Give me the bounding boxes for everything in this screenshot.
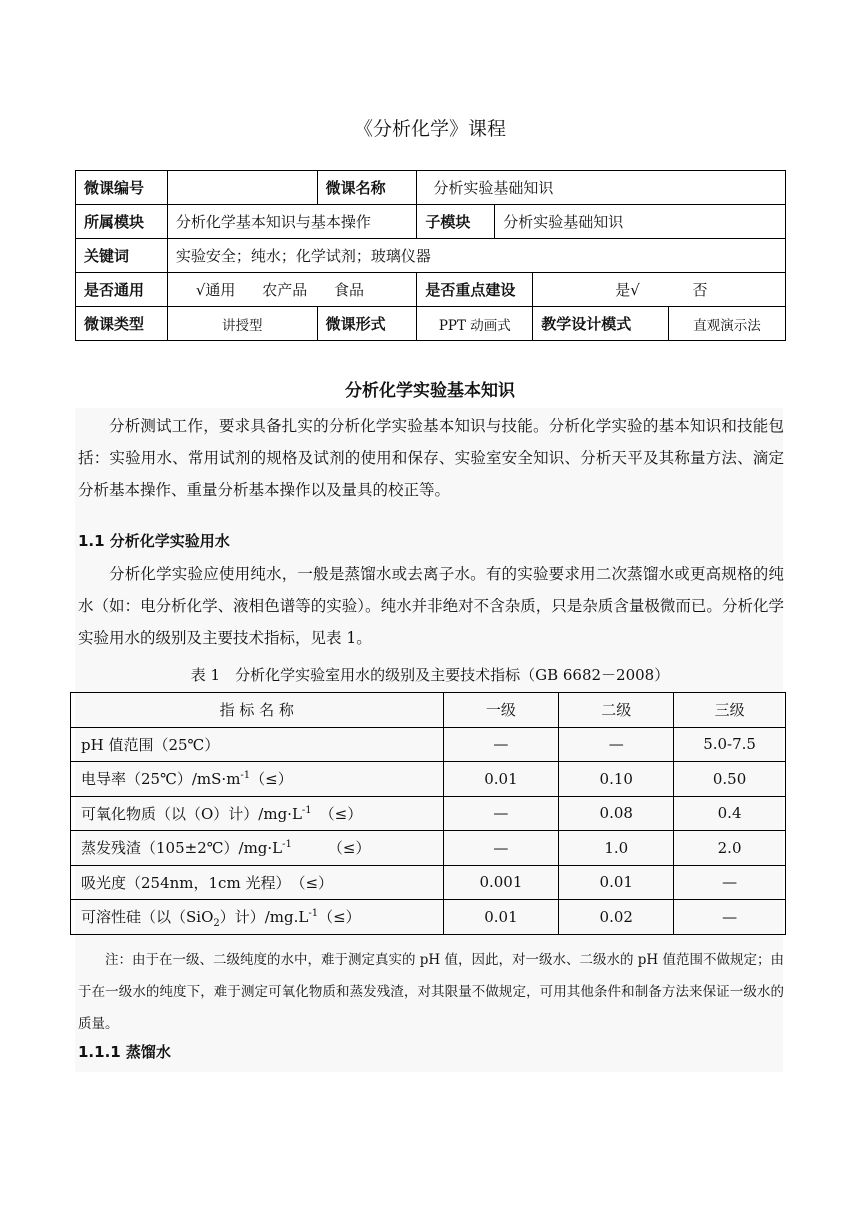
general-label: 是否通用 [76, 273, 168, 307]
key-label: 是否重点建设 [417, 273, 533, 307]
table-row [71, 900, 786, 935]
indicator-text: 电导率（25℃）/mS·m [81, 770, 241, 789]
cell-grade-3: — [674, 900, 786, 935]
name-value: 分析实验基础知识 [417, 171, 786, 205]
table-row [71, 727, 786, 762]
submodule-label: 子模块 [417, 205, 495, 239]
design-label: 教学设计模式 [533, 307, 669, 341]
indicator-text: 可氧化物质（以（O）计）/mg·L [81, 804, 302, 823]
header-grade-1: 一级 [443, 693, 559, 728]
keywords-value: 实验安全；纯水；化学试剂；玻璃仪器 [167, 239, 785, 273]
cell-grade-2: 1.0 [559, 831, 674, 866]
keywords-label: 关键词 [76, 239, 168, 273]
table-row [71, 762, 786, 797]
course-meta-table [75, 170, 786, 341]
key-option-yes: 是√ [615, 281, 640, 299]
page-title: 《分析化学》课程 [353, 118, 506, 140]
indicator-limit: （≤） [250, 770, 293, 789]
form-label: 微课形式 [317, 307, 417, 341]
table-row [71, 796, 786, 831]
meta-row-module [76, 205, 786, 239]
header-grade-2: 二级 [559, 693, 674, 728]
cell-grade-1: — [443, 796, 559, 831]
cell-grade-2: — [559, 727, 674, 762]
indicator-absorbance: 吸光度（254nm，1cm 光程） （≤） [71, 865, 444, 900]
cell-grade-1: 0.01 [443, 900, 559, 935]
cell-grade-2: 0.02 [559, 900, 674, 935]
indicator-residue [71, 831, 444, 866]
code-value [167, 171, 317, 205]
cell-grade-3: 2.0 [674, 831, 786, 866]
cell-grade-1: — [443, 831, 559, 866]
indicator-conductivity [71, 762, 444, 797]
table-row [71, 865, 786, 900]
meta-row-code [76, 171, 786, 205]
cell-grade-3: 5.0-7.5 [674, 727, 786, 762]
submodule-value: 分析实验基础知识 [495, 205, 786, 239]
water-paragraph: 分析化学实验应使用纯水，一般是蒸馏水或去离子水。有的实验要求用二次蒸馏水或更高规格的纯水（如：电分析化学、液相色谱等的实验）。纯水并非绝对不含杂质，只是杂质含量极微而已。分析化学实验用水的级别及主要技术指标，见表 1。 [78, 565, 784, 647]
module-value: 分析化学基本知识与基本操作 [167, 205, 417, 239]
heading-lab-water: 1.1 分析化学实验用水 [78, 532, 230, 550]
code-label: 微课编号 [76, 171, 168, 205]
cell-grade-1: 0.001 [443, 865, 559, 900]
general-options [167, 273, 417, 307]
table-header-row [71, 693, 786, 728]
meta-row-type [76, 307, 786, 341]
meta-row-general [76, 273, 786, 307]
type-label: 微课类型 [76, 307, 168, 341]
indicator-text: 可溶性硅（以（SiO [81, 908, 214, 927]
general-option-food: 食品 [333, 281, 364, 299]
indicator-limit: （≤） [327, 839, 371, 858]
cell-grade-2: 0.01 [559, 865, 674, 900]
meta-row-keywords [76, 239, 786, 273]
header-indicator: 指 标 名 称 [71, 693, 444, 728]
water-standard-table [70, 692, 786, 935]
header-grade-3: 三级 [674, 693, 786, 728]
type-value: 讲授型 [167, 307, 317, 341]
indicator-text-unit: ）计）/mg.L [219, 908, 309, 927]
section-title: 分析化学实验基本知识 [345, 381, 515, 401]
intro-paragraph: 分析测试工作，要求具备扎实的分析化学实验基本知识与技能。分析化学实验的基本知识和技能包括：实验用水、常用试剂的规格及试剂的使用和保存、实验室安全知识、分析天平及其称量方法、滴定分析基本操作、重量分析基本操作以及量具的校正等。 [78, 417, 784, 499]
indicator-ph: pH 值范围（25℃） [71, 727, 444, 762]
cell-grade-3: — [674, 865, 786, 900]
table-note: 注：由于在一级、二级纯度的水中，难于测定真实的 pH 值，因此，对一级水、二级水的 pH 值范围不做规定；由于在一级水的纯度下，难于测定可氧化物质和蒸发残渣，对其限量不做规定，可用其他条件和制备方法来保证一级水的质量。 [78, 952, 784, 1032]
subscript: 2 [213, 918, 220, 930]
cell-grade-1: — [443, 727, 559, 762]
table-row [71, 831, 786, 866]
table-caption: 表 1 分析化学实验室用水的级别及主要技术指标（GB 6682－2008） [190, 666, 670, 684]
superscript: -1 [308, 908, 319, 920]
superscript: -1 [301, 804, 312, 816]
cell-grade-3: 0.50 [674, 762, 786, 797]
cell-grade-2: 0.08 [559, 796, 674, 831]
heading-distilled-water: 1.1.1 蒸馏水 [78, 1043, 171, 1061]
cell-grade-2: 0.10 [559, 762, 674, 797]
module-label: 所属模块 [76, 205, 168, 239]
cell-grade-1: 0.01 [443, 762, 559, 797]
superscript: -1 [240, 770, 251, 782]
general-option-general: √通用 [195, 281, 236, 299]
cell-grade-3: 0.4 [674, 796, 786, 831]
key-options [533, 273, 786, 307]
key-option-no: 否 [692, 281, 708, 299]
general-option-agri: 农产品 [262, 281, 308, 299]
indicator-limit: （≤） [319, 804, 363, 823]
name-label: 微课名称 [317, 171, 417, 205]
form-value: PPT 动画式 [417, 307, 533, 341]
design-value: 直观演示法 [669, 307, 786, 341]
superscript: -1 [282, 839, 292, 851]
indicator-limit: （≤） [318, 908, 361, 927]
indicator-silica [71, 900, 444, 935]
indicator-oxidizable [71, 796, 444, 831]
indicator-text: 蒸发残渣（105±2℃）/mg·L [81, 839, 283, 858]
